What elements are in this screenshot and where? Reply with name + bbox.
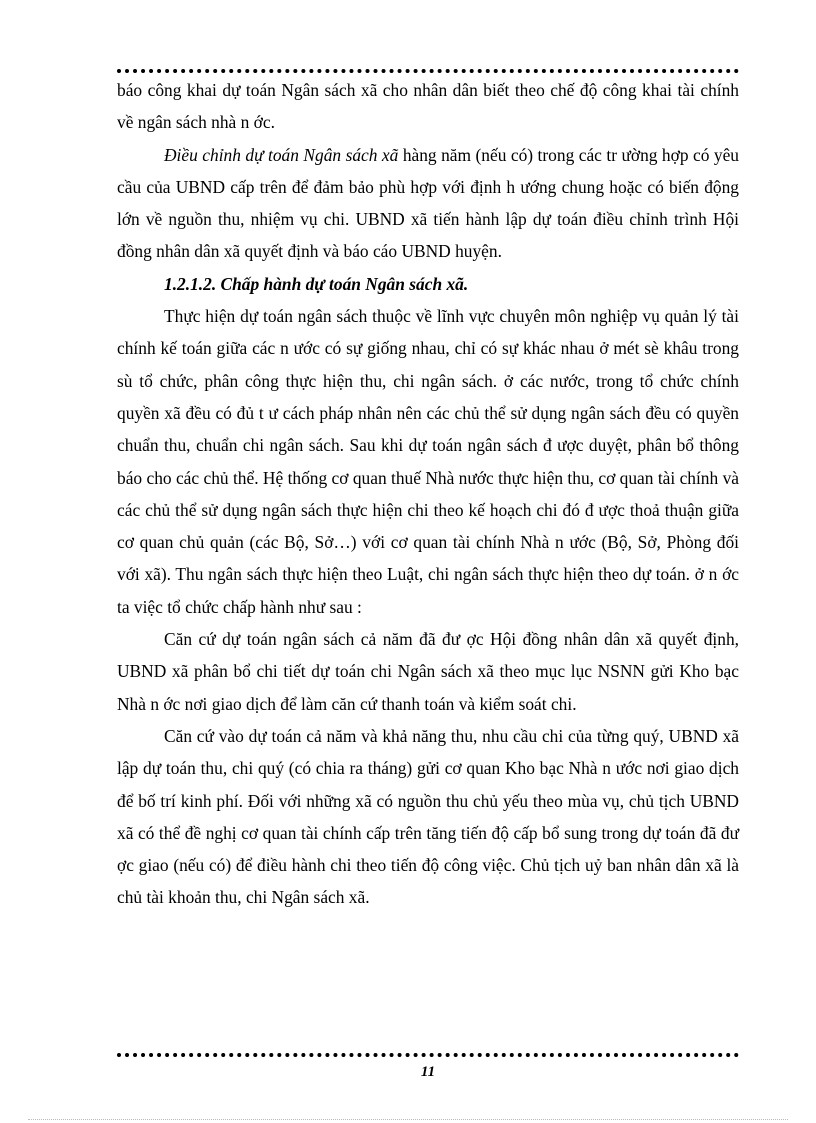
document-body [117, 74, 739, 914]
paragraph-allocation: Căn cứ dự toán ngân sách cả năm đã đư ợc Hội đồng nhân dân xã quyết định, UBND xã phân bổ chi tiết dự toán chi Ngân sách xã theo mục lục NSNN gửi Kho bạc Nhà n ớc nơi giao dịch để làm căn cứ thanh toán và kiểm soát chi. [117, 629, 739, 714]
paragraph-execution: Thực hiện dự toán ngân sách thuộc về lĩnh vực chuyên môn nghiệp vụ quản lý tài chính kế toán giữa các n ước có sự giống nhau, chỉ có sự khác nhau ở mét sè khâu trong sù tổ chức, phân công thực hiện thu, chi ngân sách. ở các nước, trong tổ chức chính quyền xã đều có đủ t ư cách pháp nhân nên các chủ thể sử dụng ngân sách đều có quyền chuẩn thu, chuẩn chi ngân sách. Sau khi dự toán ngân sách đ ược duyệt, phân bổ thông báo cho các chủ thể. Hệ thống cơ quan thuế Nhà nước thực hiện thu, cơ quan tài chính và các chủ thể sử dụng ngân sách thực hiện chi theo kế hoạch chi đó đ ược thoả thuận giữa cơ quan chủ quản (các Bộ, Sở…) với cơ quan tài chính Nhà n ước (Bộ, Sở, Phòng đối với xã). Thu ngân sách thực hiện theo Luật, chi ngân sách thực hiện theo dự toán. ở n ớc ta việc tổ chức chấp hành như sau : [117, 306, 739, 617]
paragraph-text: hàng năm (nếu có) trong các tr ường hợp có yêu cầu của UBND cấp trên để đảm bảo phù hợp với định h ướng chung hoặc có biến động lớn về nguồn thu, nhiệm vụ chi. UBND xã tiến hành lập dự toán điều chỉnh trình Hội đồng nhân dân xã quyết định và báo cáo UBND huyện. [117, 144, 739, 262]
paragraph-continuation: báo công khai dự toán Ngân sách xã cho nhân dân biết theo chế độ công khai tài chính về ngân sách nhà n ớc. [117, 80, 739, 133]
footer-dotted-rule [117, 1053, 739, 1057]
header-dotted-rule [117, 69, 739, 73]
page-edge-rule [28, 1119, 788, 1120]
paragraph-adjustment [117, 139, 739, 268]
italic-lead: Điều chỉnh dự toán Ngân sách xã [164, 144, 399, 165]
paragraph-quarterly: Căn cứ vào dự toán cả năm và khả năng thu, nhu cầu chi của từng quý, UBND xã lập dự toán thu, chi quý (có chia ra tháng) gửi cơ quan Kho bạc Nhà n ước nơi giao dịch để bố trí kinh phí. Đối với những xã có nguồn thu chủ yếu theo mùa vụ, chủ tịch UBND xã có thể đề nghị cơ quan tài chính cấp trên tăng tiến độ cấp bổ sung trong dự toán đã đư ợc giao (nếu có) để điều hành chi theo tiến độ công việc. Chủ tịch uỷ ban nhân dân xã là chủ tài khoản thu, chi Ngân sách xã. [117, 725, 739, 908]
page-number: 11 [420, 1064, 436, 1080]
section-heading: 1.2.1.2. Chấp hành dự toán Ngân sách xã. [164, 273, 469, 294]
